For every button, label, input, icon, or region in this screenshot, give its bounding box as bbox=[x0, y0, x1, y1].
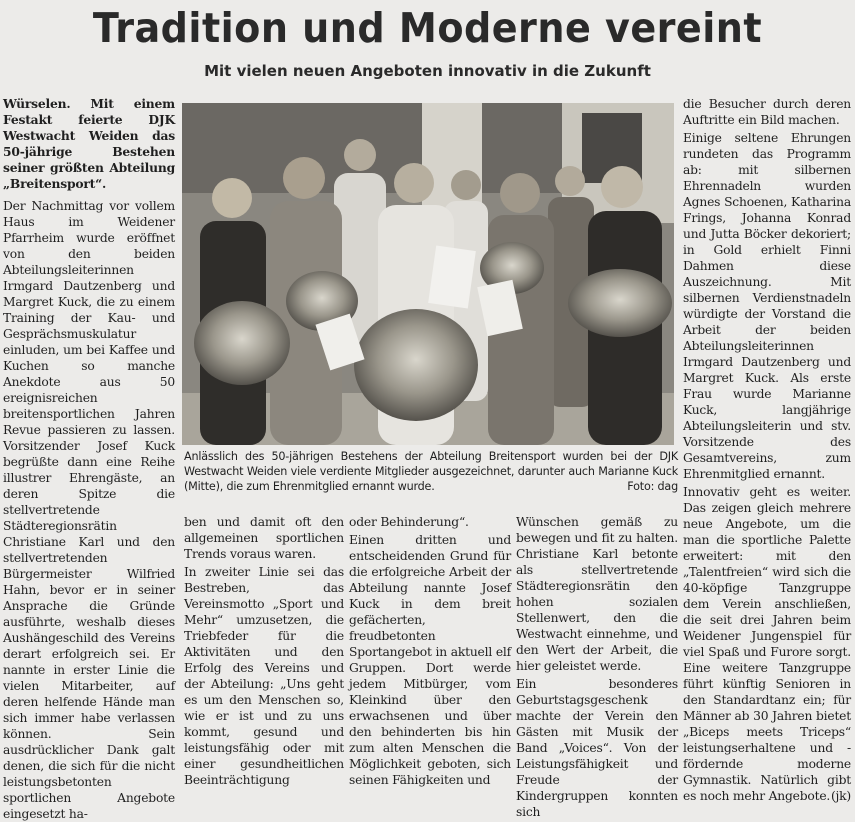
caption-text: Anlässlich des 50-jährigen Bestehens der Abteilung Breitensport wurden bei der DJK Westwacht Weiden viele verdiente Mitglieder ausgezeichnet, darunter auch Marianne Kuck (Mitte), die zum Ehrenmitglied ernannt wurde. bbox=[184, 450, 678, 493]
body-paragraph: die Besucher durch deren Auftritte ein Bild machen. bbox=[683, 97, 851, 127]
body-paragraph: Einen dritten und entscheidenden Grund für die erfolgreiche Arbeit der Abteilung nannte Josef Kuck in dem breit gefächerten, freudbetonten Sportangebot in aktuell elf Gruppen. Dort werde jedem Mitbürger, vom Kleinkind über den erwachsenen und über den behinderten bis hin zum alten Menschen die Möglichkeit geboten, sich seinen Fähigkeiten und bbox=[349, 533, 511, 787]
group-photo bbox=[182, 103, 674, 445]
body-paragraph: Ein besonderes Geburtstagsgeschenk machte der Verein den Gästen mit Musik der Band „Voices“. Von der Leistungsfähigkeit und Freude der Kindergruppen konnten sich bbox=[516, 677, 678, 819]
article-column-3 bbox=[349, 514, 511, 788]
lead-paragraph: Würselen. Mit einem Festakt feierte DJK Westwacht Weiden das 50-jährige Bestehen seiner größten Abteilung „Breitensport“. bbox=[3, 96, 175, 191]
headline: Tradition und Moderne vereint bbox=[92, 4, 763, 52]
body-text: Innovativ geht es weiter. Das zeigen gleich mehrere neue Angebote, um die man die sportliche Palette erweitert: mit den „Talentfreien“ wird sich die 40-köpfige Tanzgruppe dem Verein anschließen, die seit drei Jahren beim Weidener Jungenspiel für viel Spaß und Furore sorgt. Eine weitere Tanzgruppe führt künftig Senioren in den Standardtanz ein; für Männer ab 30 Jahren bietet „Biceps meets Triceps“ leistungserhaltene und -fördernde moderne Gymnastik. Natürlich gibt es noch mehr Angebote. bbox=[683, 485, 851, 803]
body-paragraph: Der Nachmittag vor vollem Haus im Weidener Pfarrheim wurde eröffnet von den beiden Abteilungsleiterinnen Irmgard Dautzenberg und Margret Kuck, die zu einem Training der Kau- und Gesprächsmuskulatur einluden, um bei Kaffee und Kuchen so manche Anekdote aus 50 ereignisreichen breitensportlichen Jahren Revue passieren zu lassen. Vorsitzender Josef Kuck begrüßte dann eine Reihe illustrer Ehrengäste, an deren Spitze die stellvertretende Städteregionsrätin Christiane Karl und den stellvertretenden Bürgermeister Wilfried Hahn, bevor er in seiner Ansprache die Gründe ausführte, weshalb dieses Aushängeschild des Vereins derart erfolgreich sei. Er nannte in erster Linie die vielen Mitarbeiter, auf deren helfende Hände man sich immer habe verlassen können. Sein ausdrücklicher Dank galt denen, die sich für die nicht leistungsbetonten sportlichen Angebote eingesetzt ha- bbox=[3, 199, 175, 821]
article-column-4 bbox=[516, 514, 678, 820]
body-paragraph: ben und damit oft den allgemeinen sportlichen Trends voraus waren. bbox=[184, 515, 344, 561]
author-signature: (jk) bbox=[830, 789, 851, 803]
article-column-5 bbox=[683, 96, 851, 804]
photo-caption bbox=[184, 449, 678, 494]
article-column-1 bbox=[3, 96, 175, 822]
group-photo-illustration bbox=[182, 103, 674, 445]
body-paragraph: In zweiter Linie sei das Bestreben, das Vereinsmotto „Sport und Mehr“ umzusetzen, die Triebfeder für die Aktivitäten und den Erfolg des Vereins und der Abteilung: „Uns geht es um den Menschen so, wie er ist und zu uns kommt, gesund und leistungsfähig oder mit einer gesundheitlichen Beeinträchtigung bbox=[184, 565, 344, 787]
article-column-2 bbox=[184, 514, 344, 788]
photo-credit: Foto: dag bbox=[627, 480, 678, 493]
subheadline: Mit vielen neuen Angeboten innovativ in die Zukunft bbox=[204, 62, 651, 80]
body-paragraph: Einige seltene Ehrungen rundeten das Programm ab: mit silbernen Ehrennadeln wurden Agnes Schoenen, Katharina Frings, Johanna Konrad und Jutta Böcker dekoriert; in Gold erhielt Finni Dahmen diese Auszeichnung. Mit silbernen Verdienstnadeln würdigte der Vorstand die Arbeit der beiden Abteilungsleiterinnen Irmgard Dautzenberg und Margret Kuck. Als erste Frau wurde Marianne Kuck, langjährige Abteilungsleiterin und stv. Vorsitzende des Gesamtvereins, zum Ehrenmitglied ernannt. bbox=[683, 131, 851, 481]
body-paragraph bbox=[683, 484, 851, 804]
body-paragraph: Wünschen gemäß zu bewegen und fit zu halten. Christiane Karl betonte als stellvertretende Städteregionsrätin den hohen sozialen Stellenwert, den die Westwacht einnehme, und den Wert der Arbeit, die hier geleistet werde. bbox=[516, 515, 678, 673]
body-paragraph: oder Behinderung“. bbox=[349, 515, 469, 529]
